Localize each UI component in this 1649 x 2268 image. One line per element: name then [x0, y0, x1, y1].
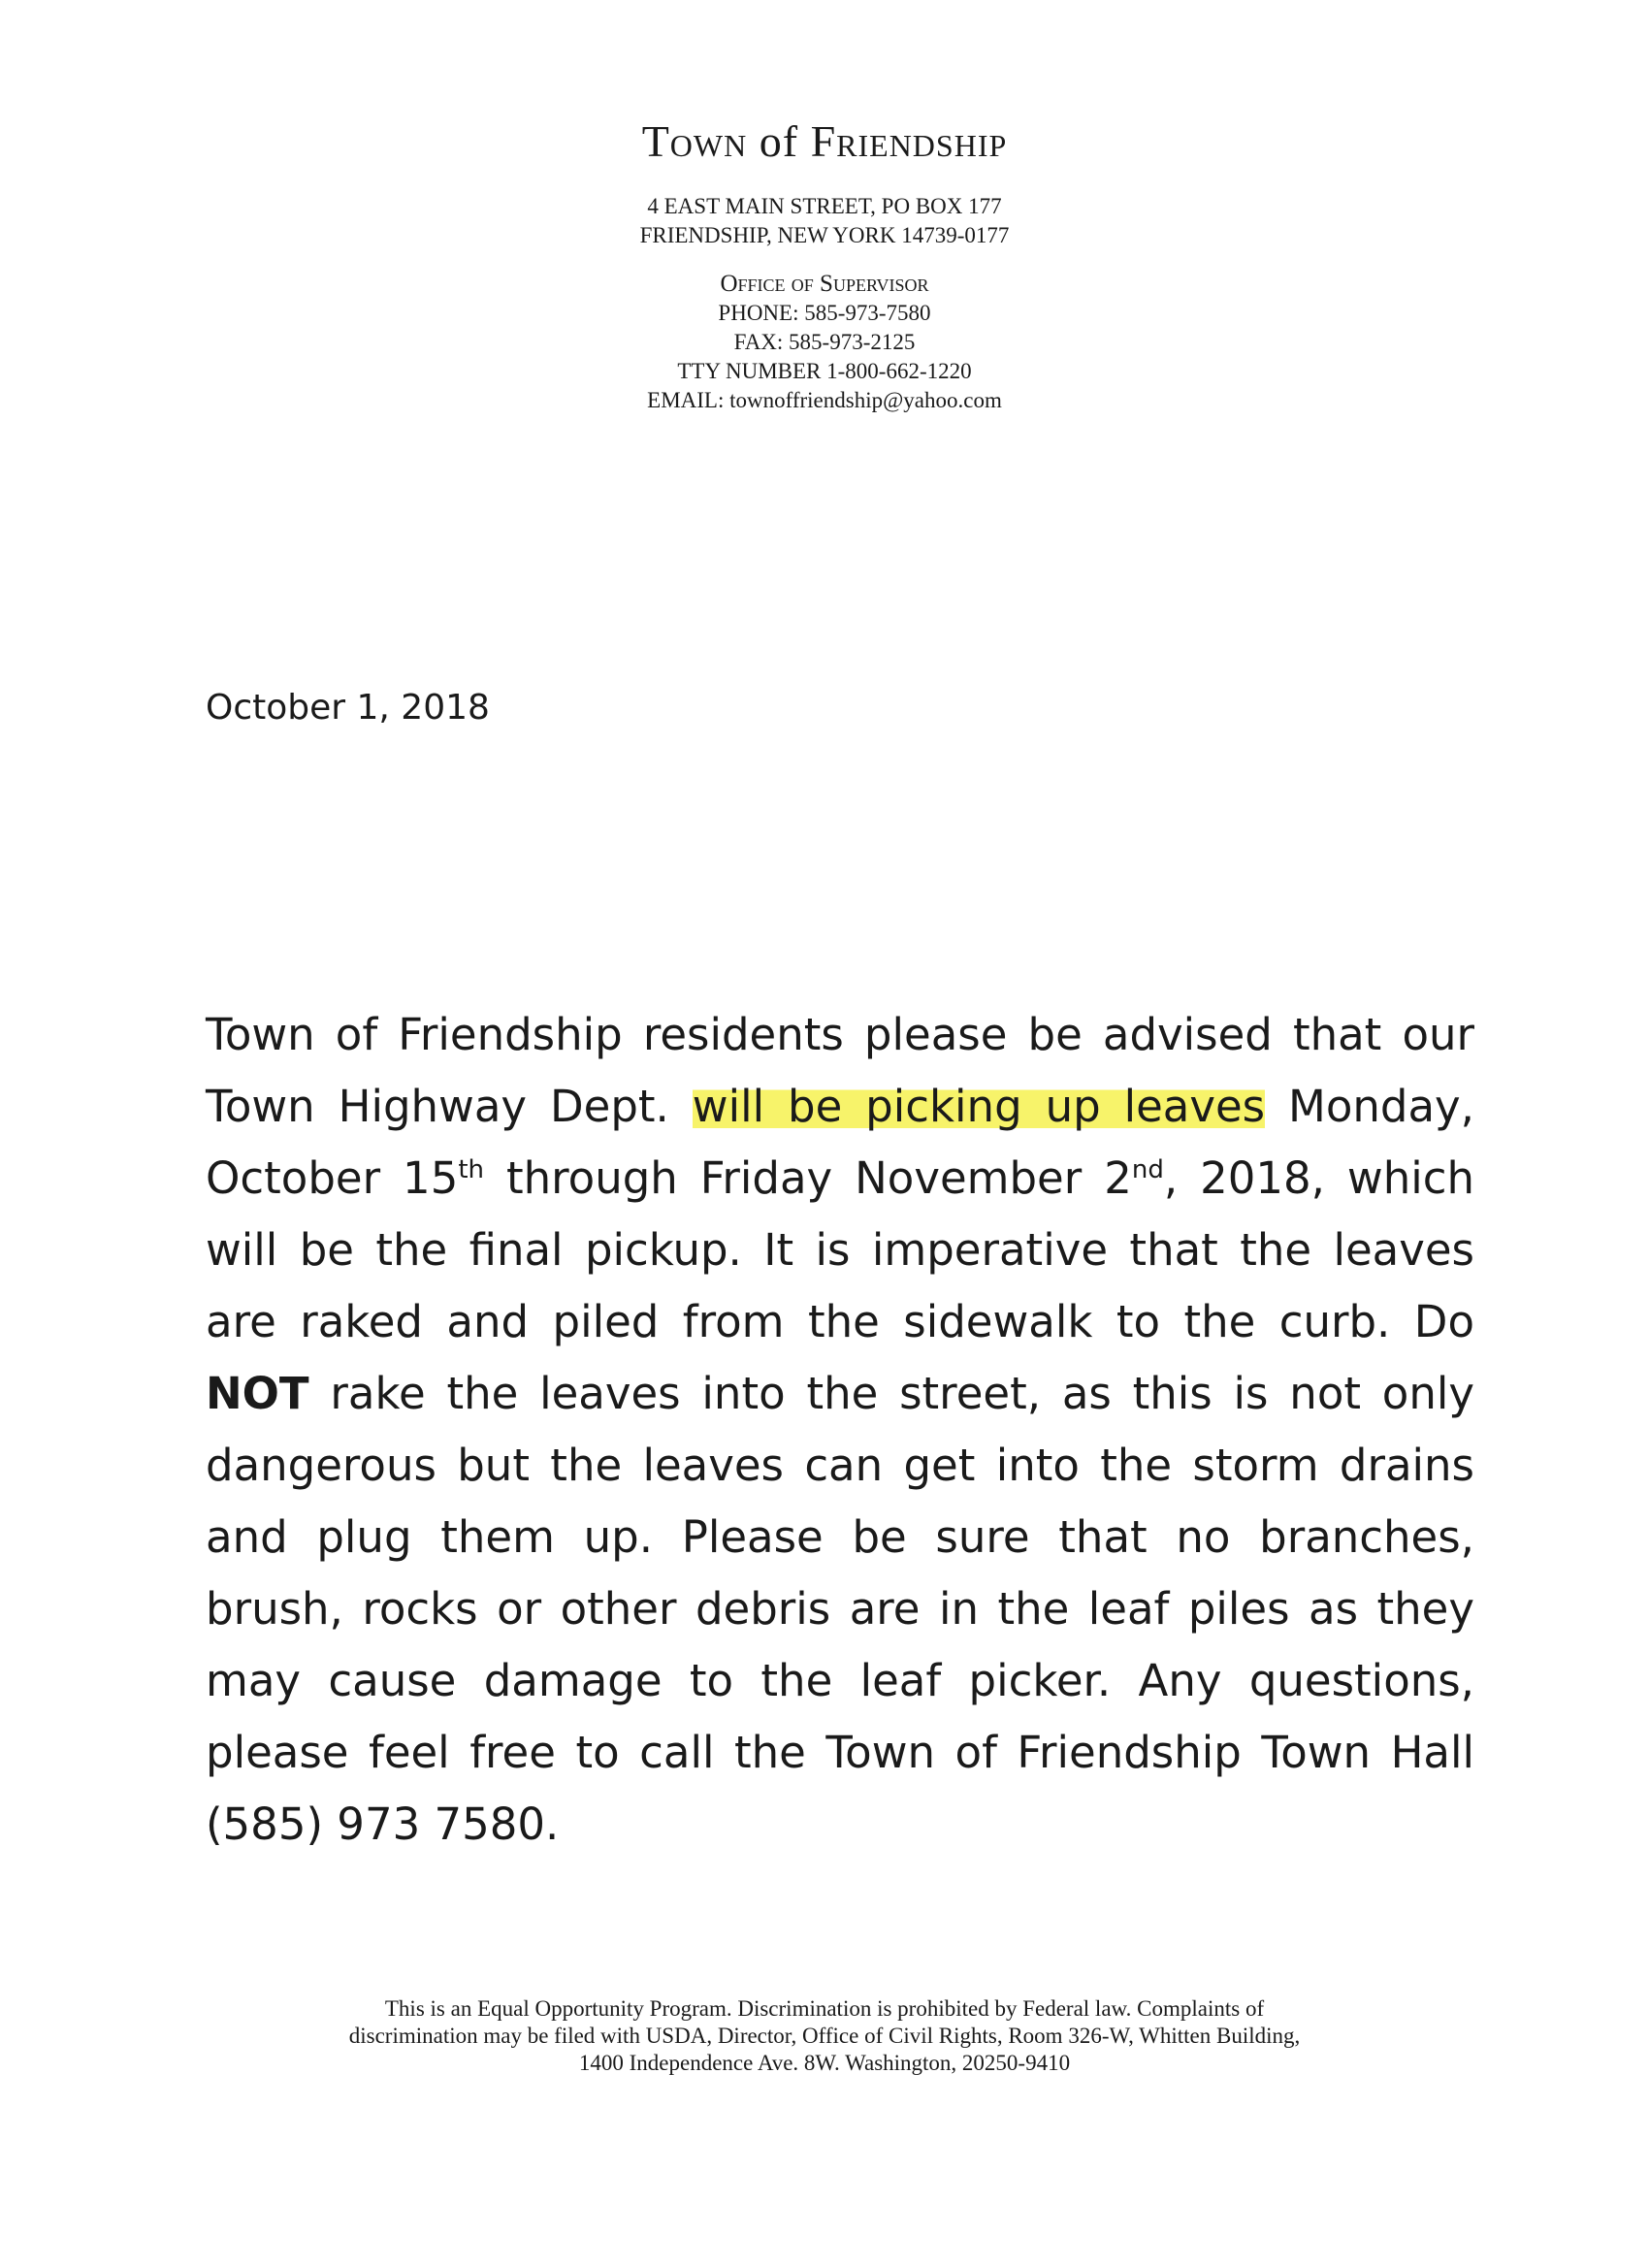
- town-name-of: of: [747, 116, 811, 166]
- footer-line-3: 1400 Independence Ave. 8W. Washington, 20250-9410: [578, 2051, 1071, 2075]
- ordinal-suffix-nd: nd: [1131, 1155, 1164, 1184]
- body-text-part3: through Friday November 2: [484, 1152, 1132, 1204]
- town-name-second: Friendship: [810, 116, 1008, 166]
- office-contact-block: [0, 270, 1649, 415]
- town-name-first: Town: [641, 116, 748, 166]
- ordinal-suffix-th: th: [458, 1155, 485, 1184]
- body-text-part5: rake the leaves into the street, as this is not only dangerous but the leaves can get into the storm drains and plug them up. Please be sure that no branches, brush, rocks or other debris are in the leaf piles as they may cause damage to the leaf picker. Any questions, please feel free to call the Town of Friendship Town Hall (585) 973 7580.: [206, 1368, 1474, 1850]
- letterhead: [0, 114, 1649, 415]
- office-title: Office of Supervisor: [720, 271, 929, 297]
- office-tty: TTY NUMBER 1-800-662-1220: [677, 359, 972, 383]
- office-fax: FAX: 585-973-2125: [733, 330, 916, 354]
- body-text-part1: Town of Friendship residents please be advised that our Town Highway Dept.: [206, 1009, 1474, 1132]
- town-name-heading: [0, 114, 1649, 169]
- footer-line-2: discrimination may be filed with USDA, Director, Office of Civil Rights, Room 326-W, Whitten Building,: [348, 2024, 1301, 2048]
- letter-date: October 1, 2018: [206, 688, 490, 728]
- address-block: [0, 192, 1649, 250]
- equal-opportunity-footer: [146, 1995, 1504, 2077]
- body-text-part4: , 2018, which will be the final pickup. It is imperative that the leaves are raked and piled from the sidewalk to the curb. Do: [206, 1152, 1474, 1347]
- office-email: EMAIL: townoffriendship@yahoo.com: [647, 388, 1002, 412]
- footer-line-1: This is an Equal Opportunity Program. Discrimination is prohibited by Federal law. Complaints of: [384, 1996, 1265, 2021]
- address-line-city: FRIENDSHIP, NEW YORK 14739-0177: [639, 223, 1010, 247]
- highlighted-text: will be picking up leaves: [692, 1081, 1266, 1132]
- office-phone: PHONE: 585-973-7580: [718, 301, 931, 325]
- address-line-street: 4 EAST MAIN STREET, PO BOX 177: [647, 194, 1002, 218]
- emphasis-not: NOT: [206, 1368, 309, 1419]
- notice-body: [206, 999, 1474, 1861]
- body-text-part2: Monday, October 15: [206, 1081, 1474, 1204]
